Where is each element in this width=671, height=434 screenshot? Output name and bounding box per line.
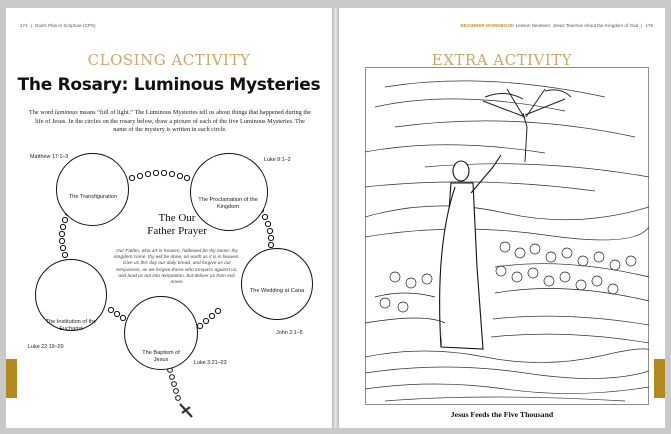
mystery-circle-wedding[interactable] <box>241 248 313 320</box>
mystery-circle-transfiguration[interactable] <box>56 153 129 226</box>
right-page <box>339 8 665 428</box>
left-page-header <box>20 23 96 28</box>
jesus-figure-icon <box>440 155 501 349</box>
our-father-prayer-text: Our Father, who art in heaven, hallowed be thy name; thy kingdom come, thy will be done, on earth as it is in heaven. Give us this day our daily bread, and forgive us our trespasses, as we forgive those who trespass against us; and lead us not into temptation, but deliver us from evil. Amen. <box>114 249 240 286</box>
rosary-crucifix <box>180 404 192 417</box>
coloring-illustration[interactable] <box>365 67 649 405</box>
lesson-title: Lesson Nineteen: Jesus Teaches About the Kingdom of God <box>515 23 639 28</box>
prayer-title <box>122 212 232 238</box>
intro-text-italic: luminous <box>54 109 78 116</box>
mystery-label-baptism: The Baptism of Jesus <box>142 350 180 363</box>
tree-icon <box>483 89 571 162</box>
left-page <box>6 8 332 428</box>
closing-activity-heading: CLOSING ACTIVITY <box>87 51 251 69</box>
gold-edge-tab-right <box>654 359 665 398</box>
prayer-title-line2: Father Prayer <box>147 225 207 237</box>
illustration-sky <box>365 81 649 191</box>
workbook-label: BEGINNER WORKBOOK <box>460 23 515 28</box>
left-page-number: 174 <box>20 23 28 28</box>
page-title: The Rosary: Luminous Mysteries <box>17 75 321 95</box>
book-title: God's Plan in Scripture (CPS) <box>34 23 96 28</box>
intro-text-post: means “full of light.” The Luminous Mysteries tell us about things that happened during the life of Jesus. In the circles on the rosary below, draw a picture of each of the five Luminous Mysteries. The name of the mystery is written in each circle. <box>35 109 312 133</box>
right-page-header <box>460 23 653 28</box>
right-page-number: 175 <box>645 23 653 28</box>
mystery-label-wedding: The Wedding at Cana <box>249 288 305 294</box>
mystery-label-eucharist: The Institution of the Eucharist <box>45 319 97 332</box>
intro-text-pre: The word <box>28 109 55 116</box>
mystery-label-proclamation: The Proclamation of the Kingdom <box>198 197 258 210</box>
extra-activity-heading: EXTRA ACTIVITY <box>431 51 573 69</box>
illustration-border <box>366 68 649 405</box>
intro-paragraph <box>28 109 312 135</box>
mystery-label-transfiguration: The Transfiguration <box>68 194 118 200</box>
mystery-ref-baptism: Luke 3:21–23 <box>194 360 227 366</box>
illustration-caption: Jesus Feeds the Five Thousand <box>450 410 554 419</box>
header-separator: | <box>641 23 643 28</box>
mystery-ref-transfiguration: Matthew 17:1–3 <box>30 154 69 160</box>
illustration-hills <box>365 206 649 240</box>
book-gutter <box>332 8 339 428</box>
mystery-ref-eucharist: Luke 22:19–20 <box>28 344 64 350</box>
mystery-ref-proclamation: Luke 9:1–2 <box>264 157 291 163</box>
crowd-icon <box>365 242 649 323</box>
prayer-title-line1: The Our <box>158 212 196 224</box>
header-separator: | <box>30 23 32 28</box>
mystery-ref-wedding: John 2:1–5 <box>276 330 303 336</box>
grass-ground <box>365 316 649 401</box>
